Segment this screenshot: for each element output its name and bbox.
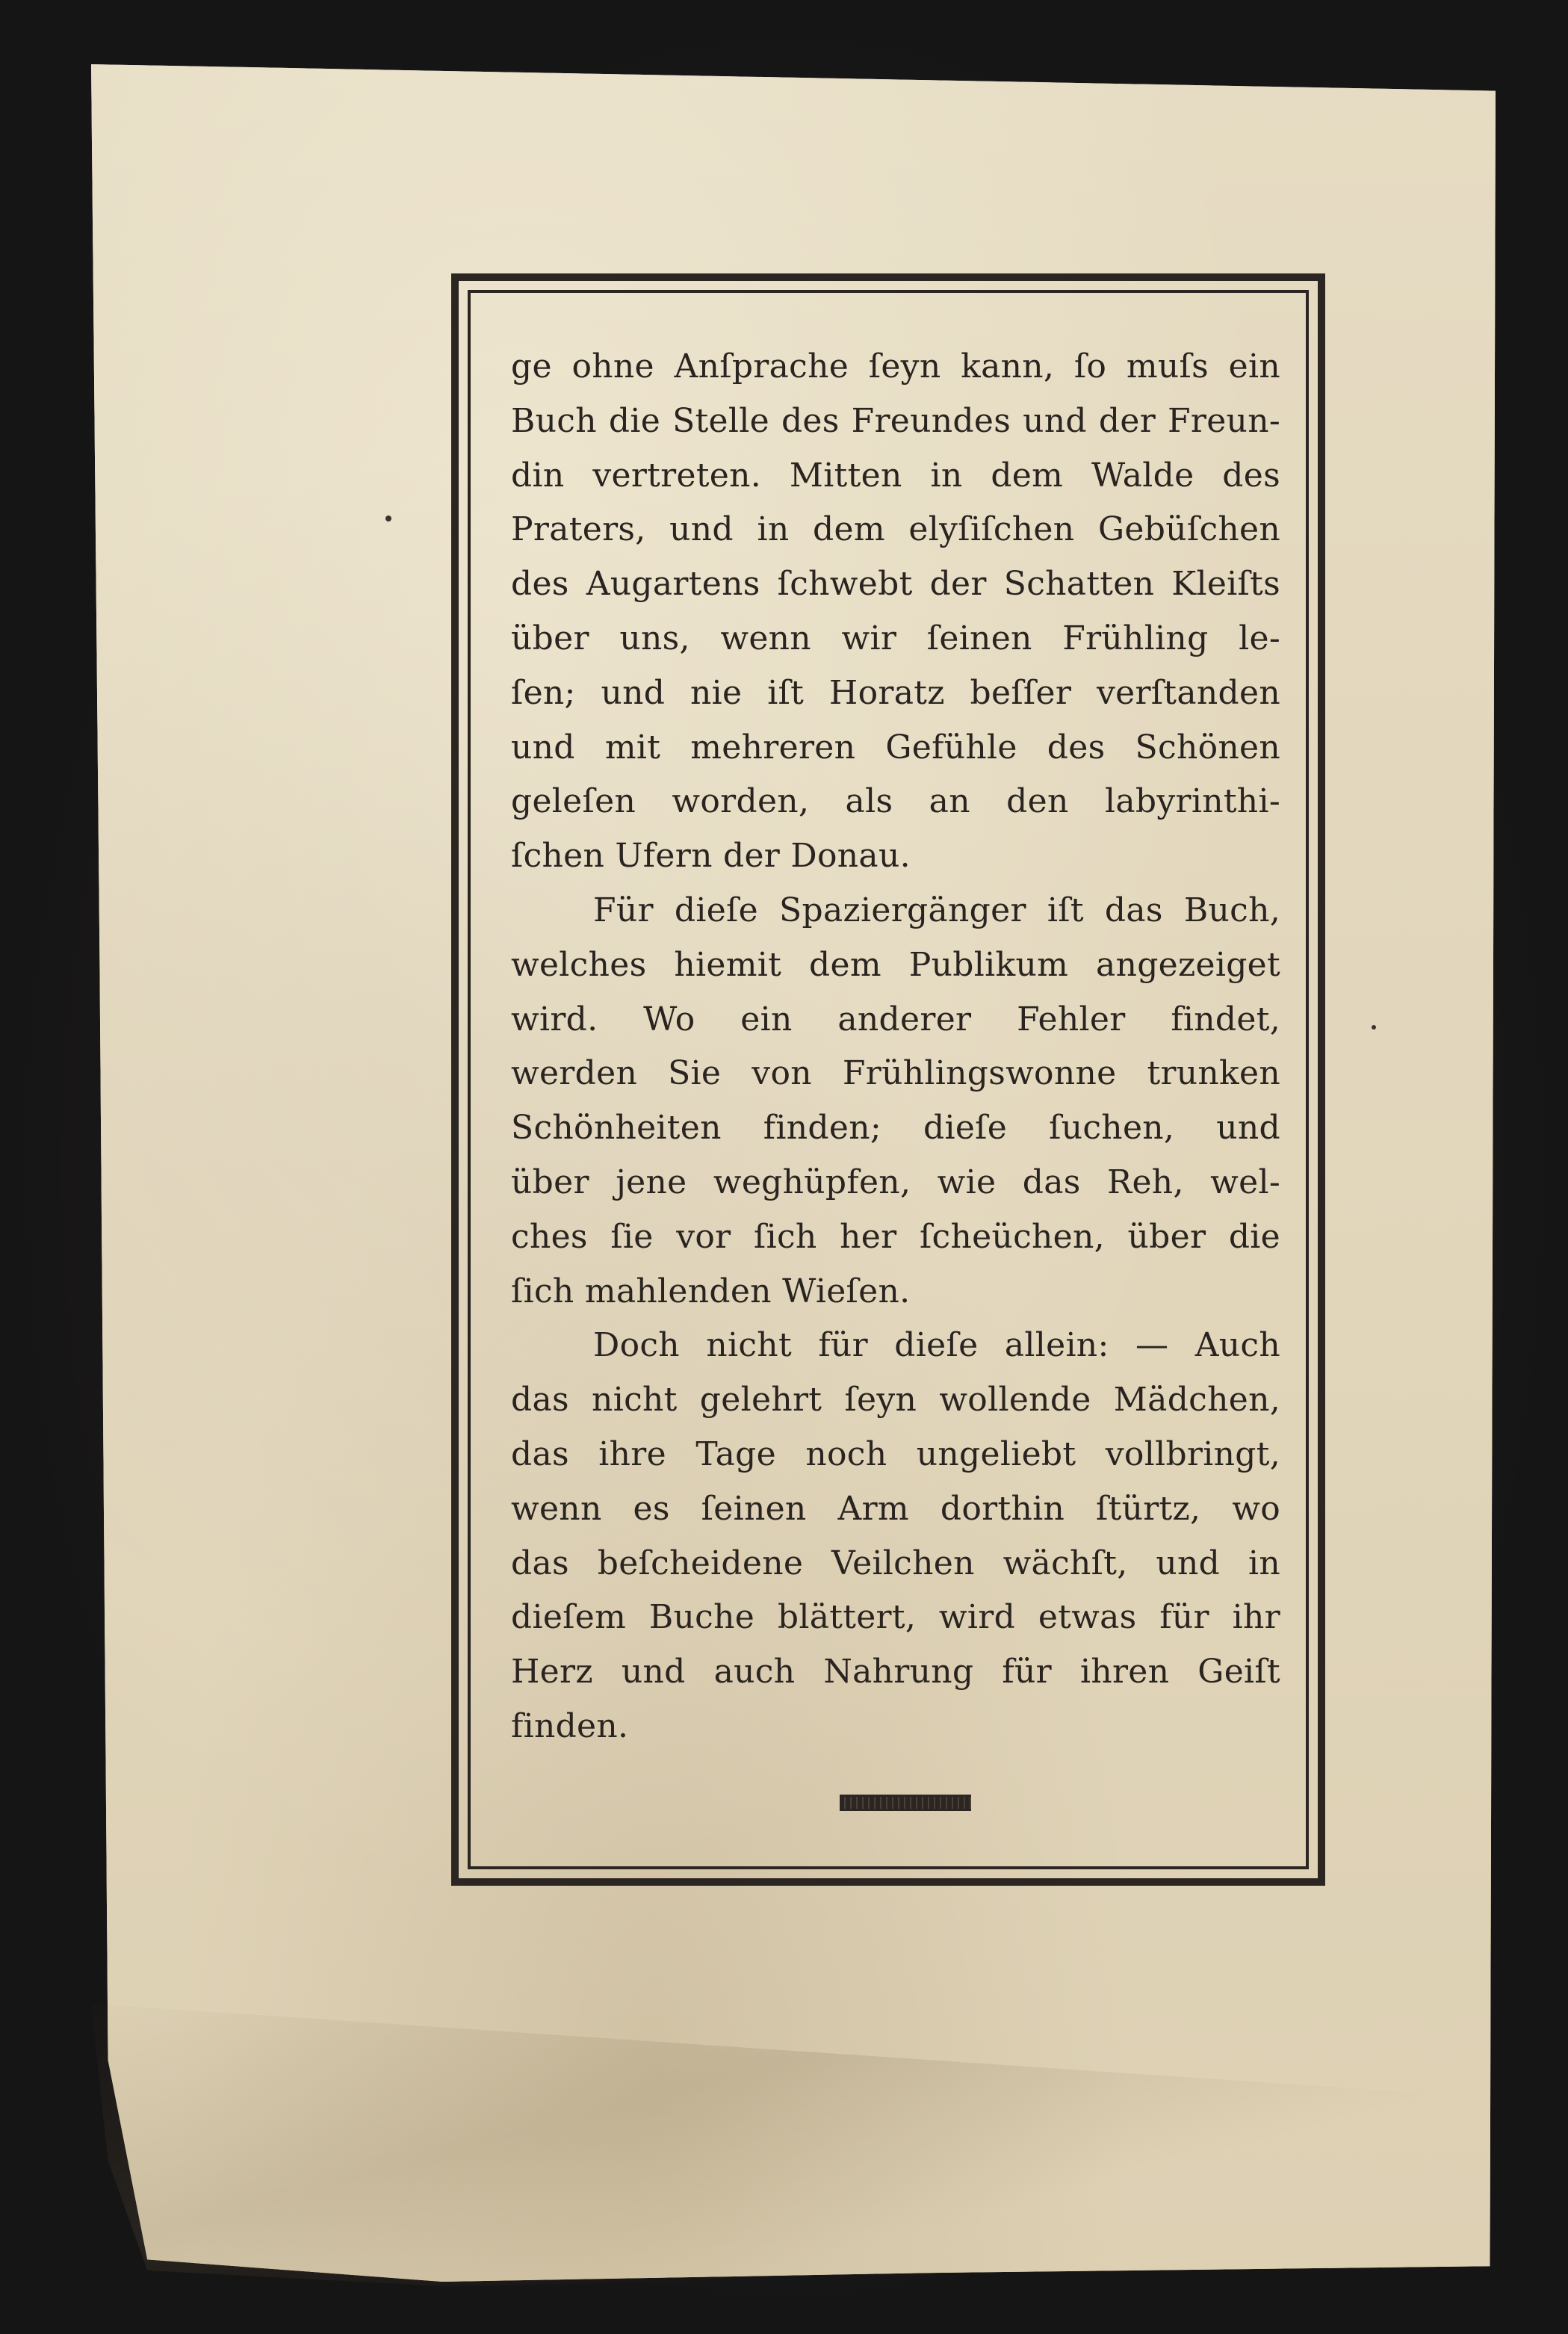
text-line: din vertreten. Mitten in dem Walde des: [511, 456, 1280, 495]
text-line: ſich mahlenden Wieſen.: [511, 1272, 911, 1310]
text-line: über jene weghüpfen, wie das Reh, wel-: [511, 1163, 1280, 1201]
text-line: das ihre Tage noch ungeliebt vollbringt,: [511, 1434, 1280, 1473]
ornamental-rule: [840, 1795, 971, 1811]
text-line: Für dieſe Spaziergänger iſt das Buch,: [593, 891, 1280, 929]
text-line: das beſcheidene Veilchen wächſt, und in: [511, 1544, 1280, 1582]
text-line: ſchen Ufern der Donau.: [511, 837, 911, 876]
text-line: geleſen worden, als an den labyrinthi-: [511, 782, 1280, 821]
text-line: wird. Wo ein anderer Fehler findet,: [511, 1000, 1280, 1038]
printed-text-block: [511, 340, 1280, 1754]
text-line: Buch die Stelle des Freundes und der Freun-: [511, 401, 1280, 440]
text-line: dieſem Buche blättert, wird etwas für ihr: [511, 1598, 1280, 1637]
text-line: Praters, und in dem elyſiſchen Gebüſchen: [511, 510, 1280, 549]
text-line: wenn es ſeinen Arm dorthin ſtürtz, wo: [511, 1489, 1280, 1528]
text-line: ge ohne Anſprache ſeyn kann, ſo muſs ein: [511, 347, 1280, 386]
text-line: ches ſie vor ſich her ſcheüchen, über die: [511, 1217, 1280, 1256]
text-line: Schönheiten finden; dieſe ſuchen, und: [511, 1109, 1280, 1148]
text-line: finden.: [511, 1706, 629, 1745]
text-line: werden Sie von Frühlingswonne trunken: [511, 1054, 1280, 1093]
text-line: Doch nicht für dieſe allein: — Auch: [593, 1326, 1280, 1365]
text-line: ſen; und nie iſt Horatz beſſer verſtanden: [511, 673, 1280, 712]
text-line: das nicht gelehrt ſeyn wollende Mädchen,: [511, 1381, 1280, 1420]
ink-speck: [385, 516, 391, 521]
text-line: und mit mehreren Gefühle des Schönen: [511, 728, 1280, 767]
text-line: des Augartens ſchwebt der Schatten Kleiſts: [511, 565, 1280, 604]
text-line: Herz und auch Nahrung für ihren Geiſt: [511, 1653, 1280, 1691]
text-line: über uns, wenn wir ſeinen Frühling le-: [511, 619, 1280, 657]
text-line: welches hiemit dem Publikum angezeiget: [511, 945, 1280, 984]
ink-speck: [1372, 1025, 1376, 1030]
